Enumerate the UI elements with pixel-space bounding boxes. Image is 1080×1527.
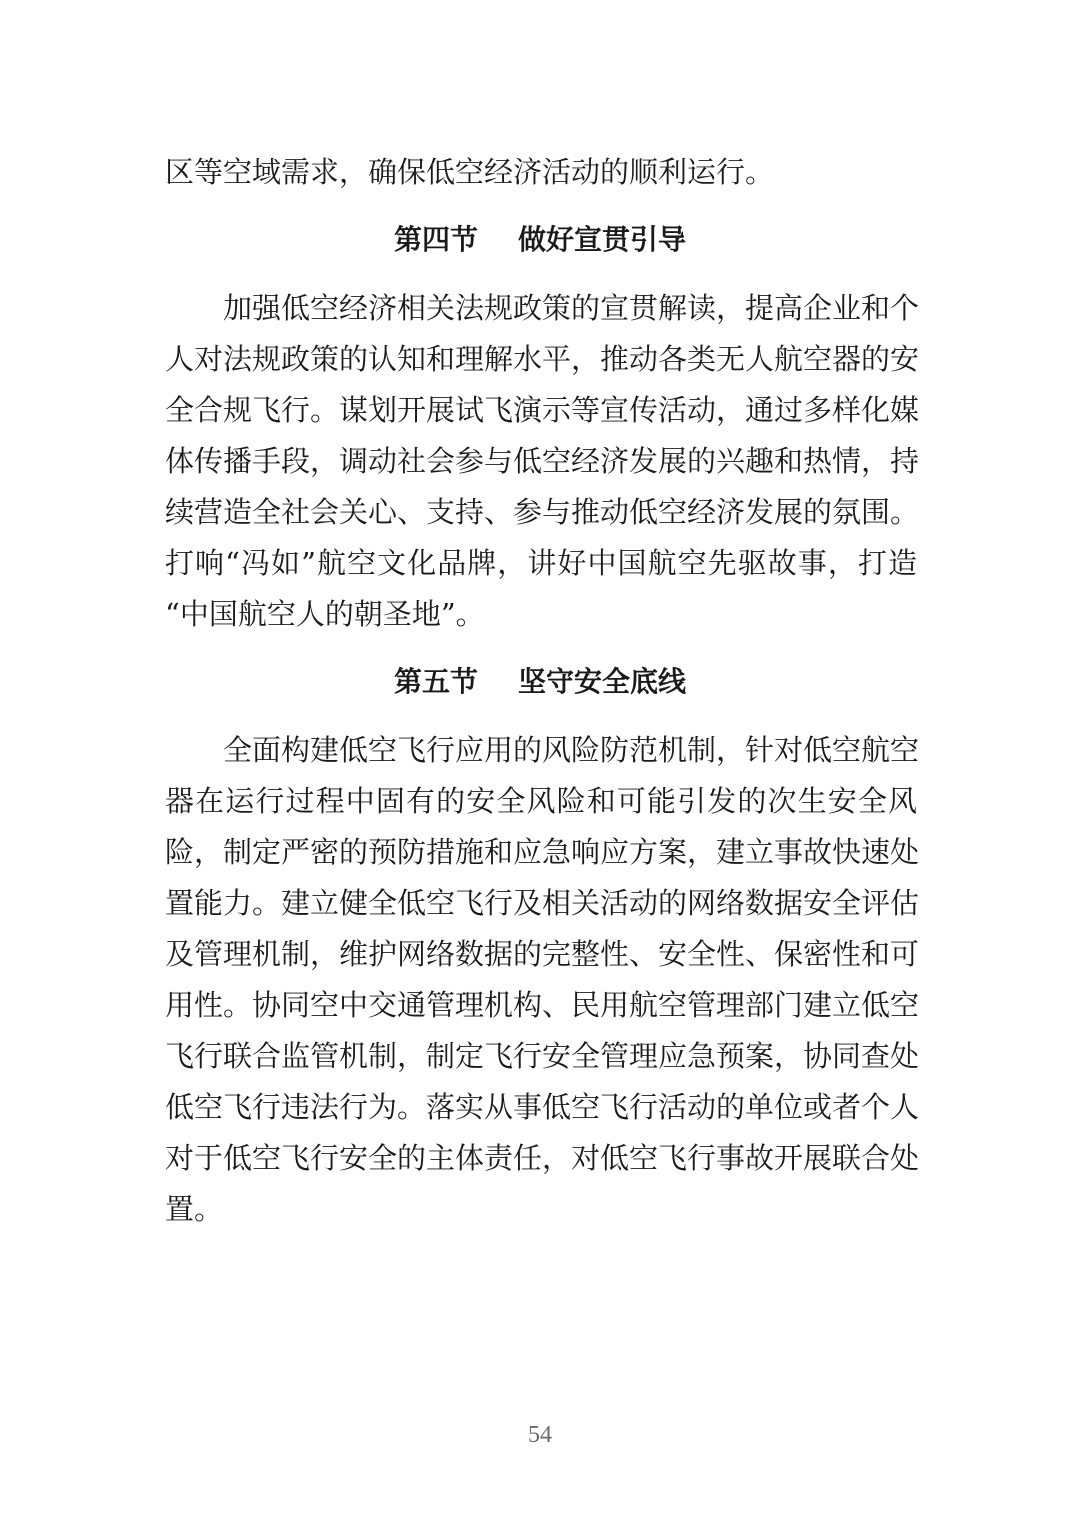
paragraph-line: 险，制定严密的预防措施和应急响应方案，建立事故快速处 (165, 835, 920, 869)
paragraph-line: 器在运行过程中固有的安全风险和可能引发的次生安全风 (165, 784, 917, 818)
paragraph-line: 置。 (165, 1192, 224, 1226)
section-number: 第四节 (393, 223, 478, 256)
section-heading (0, 220, 1080, 260)
page-number: 54 (528, 1422, 552, 1448)
paragraph-line: 区等空域需求，确保低空经济活动的顺利运行。 (165, 155, 775, 189)
paragraph-line: 全合规飞行。谋划开展试飞演示等宣传活动，通过多样化媒 (165, 393, 920, 427)
paragraph-line: 续营造全社会关心、支持、参与推动低空经济发展的氛围。 (165, 495, 920, 529)
paragraph-line: “中国航空人的朝圣地”。 (165, 597, 485, 631)
section-title: 做好宣贯引导 (518, 223, 687, 256)
paragraph-line: 飞行联合监管机制，制定飞行安全管理应急预案，协同查处 (165, 1039, 920, 1073)
paragraph-line: 及管理机制，维护网络数据的完整性、安全性、保密性和可 (165, 937, 920, 971)
paragraph-line: 体传播手段，调动社会参与低空经济发展的兴趣和热情，持 (165, 444, 920, 478)
paragraph-line: 加强低空经济相关法规政策的宣贯解读，提高企业和个 (223, 291, 920, 325)
paragraph-line: 对于低空飞行安全的主体责任，对低空飞行事故开展联合处 (165, 1141, 920, 1175)
paragraph-line: 全面构建低空飞行应用的风险防范机制，针对低空航空 (223, 733, 920, 767)
paragraph-line: 用性。协同空中交通管理机构、民用航空管理部门建立低空 (165, 988, 920, 1022)
section-title: 坚守安全底线 (518, 665, 687, 698)
paragraph-line: 人对法规政策的认知和理解水平，推动各类无人航空器的安 (165, 342, 920, 376)
paragraph-line: 低空飞行违法行为。落实从事低空飞行活动的单位或者个人 (165, 1090, 920, 1124)
paragraph-line: 打响“冯如”航空文化品牌，讲好中国航空先驱故事，打造 (165, 546, 917, 580)
section-heading (0, 662, 1080, 702)
paragraph-line: 置能力。建立健全低空飞行及相关活动的网络数据安全评估 (165, 886, 920, 920)
section-number: 第五节 (393, 665, 478, 698)
